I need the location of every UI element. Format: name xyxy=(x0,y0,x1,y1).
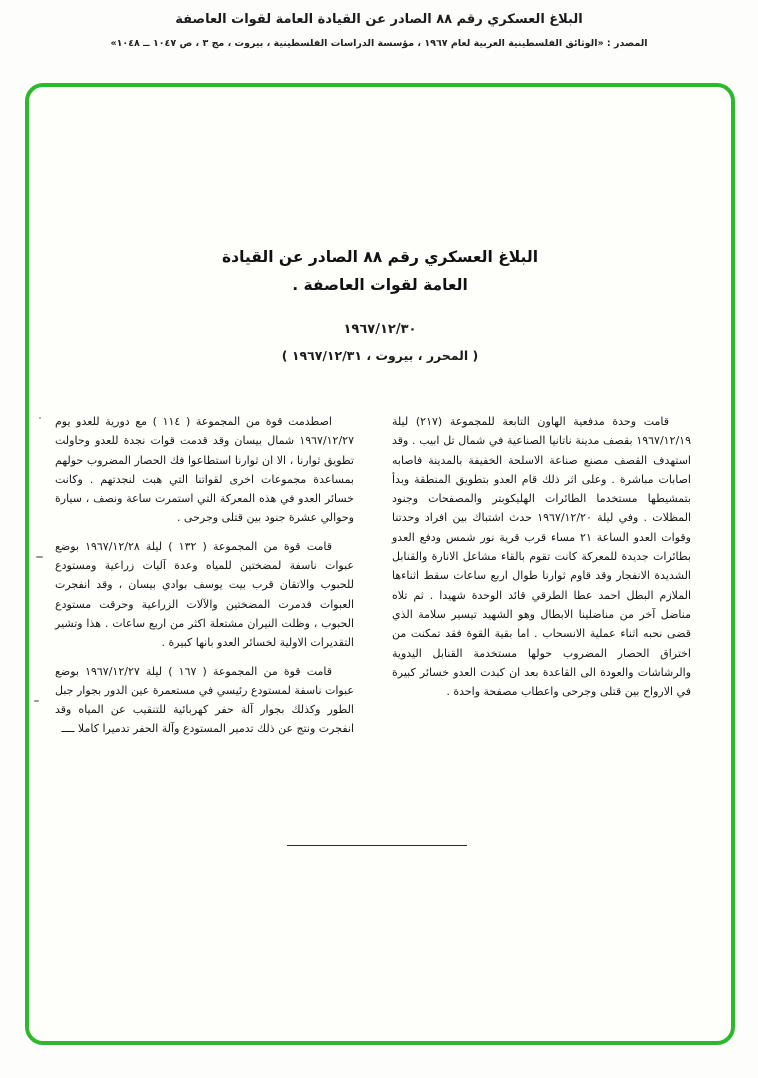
document-dateline: ( المحرر ، بيروت ، ١٩٦٧/١٢/٣١ ) xyxy=(281,348,479,363)
body-paragraph: اصطدمت قوة من المجموعة ( ١١٤ ) مع دورية للعدو يوم ١٩٦٧/١٢/٢٧ شمال بيسان وقد قدمت قوات نجدة للعدو وحاولت تطويق ثوارنا ، الا ان ثوارنا استطاعوا فك الحصار المضروب حولهم بمساعدة مجموعات اخرى لقواتنا التي هبت لنجدتهم . وكانت خسائر العدو في هذه المعركة التي استمرت ساعة ونصف ، سيارة وحوالي عشرة جنود بين قتلى وجرحى . xyxy=(55,415,354,525)
document-title xyxy=(29,244,731,300)
column-right xyxy=(392,412,691,739)
body-paragraph: قامت قوة من المجموعة ( ١٣٢ ) ليلة ١٩٦٧/١٢/٢٨ بوضع عبوات ناسفة لمضختين للمياه وعدة آليات زراعية ومستودع للحبوب والاتقان قرب بيت يوسف بوادي بيسان ، وقد انفجرت العبوات فدمرت المضختين والآلات الزراعية وحرقت مستودع الحبوب ، وظلت النيران مشتعلة اكثر من اربع ساعات . هذا وتشير التقديرات الاولية لخسائر العدو بانها كبيرة . xyxy=(55,539,354,650)
document-title-line2: العامة لقوات العاصفة . xyxy=(292,275,468,294)
document-date: ١٩٦٧/١٢/٣٠ xyxy=(343,322,417,337)
scan-mark xyxy=(34,700,39,702)
column-left xyxy=(55,412,354,739)
header-title: البلاغ العسكري رقم ٨٨ الصادر عن القيادة العامة لقوات العاصفة xyxy=(175,12,583,27)
header-source-citation: المصدر : «الوثائق الفلسطينية العربية لعام ١٩٦٧ ، مؤسسة الدراسات الفلسطينية ، بيروت ، مج ٣ ، ص ١٠٤٧ ــ ١٠٤٨» xyxy=(110,38,648,49)
document-page xyxy=(29,87,731,1041)
page-header xyxy=(0,12,758,49)
body-paragraph: قامت وحدة مدفعية الهاون التابعة للمجموعة (٢١٧) ليلة ١٩٦٧/١٢/١٩ بقصف مدينة ناتانيا الصناعية في شمال تل ابيب . وقد استهدف القصف مصنع صناعة الاسلحة الخفيفة بالمدينة فاصابه اصابات مباشرة . وعلى اثر ذلك قام العدو بتطويق المنطقة وبدأ بتمشيطها مستخدما الطائرات الهليكوبتر والمصفحات وجنود المظلات . وفي ليلة ١٩٦٧/١٢/٢٠ حدث اشتباك بين افراد وحدتنا وقوات العدو الساعة ٢١ مساء قرب قرية نور شمس ودفع العدو بطائرات جديدة للمعركة كانت تقوم بالقاء مشاعل الانارة والقنابل الشديدة الانفجار وقد قاوم ثوارنا طوال اربع ساعات سقط اثناءها الملازم البطل احمد عطا الطرقي قائد الوحدة شهيدا . ثم تلاه مناضل آخر من مناضلينا الابطال وهو الشهيد تيسير سلامة الذي قضى نحبه اثناء عملية الانسحاب . اما بقية القوة فقد تمكنت من اختراق الحصار المضروب حولها مستخدمة القنابل اليدوية والرشاشات والعودة الى القاعدة بعد ان كبدت العدو خسائر كبيرة في الارواح بين قتلى وجرحى واعطاب مصفحة واحدة . xyxy=(392,415,691,699)
body-paragraph: قامت قوة من المجموعة ( ١٦٧ ) ليلة ١٩٦٧/١٢/٢٧ بوضع عبوات ناسفة لمستودع رئيسي في مستعمرة عين الدور بجوار جبل الطور وكذلك بجوار آلة حفر كهربائية للتنقيب عن المياه وقد انفجرت ونتج عن ذلك تدمير المستودع وآلة الحفر تدميرا كاملا ــــ xyxy=(55,664,354,736)
document-title-line1: البلاغ العسكري رقم ٨٨ الصادر عن القيادة xyxy=(221,248,539,266)
scanned-document-frame xyxy=(25,83,735,1045)
document-columns xyxy=(55,412,691,739)
scan-mark xyxy=(39,417,41,419)
separator-line xyxy=(287,845,467,846)
scan-mark xyxy=(36,556,43,558)
